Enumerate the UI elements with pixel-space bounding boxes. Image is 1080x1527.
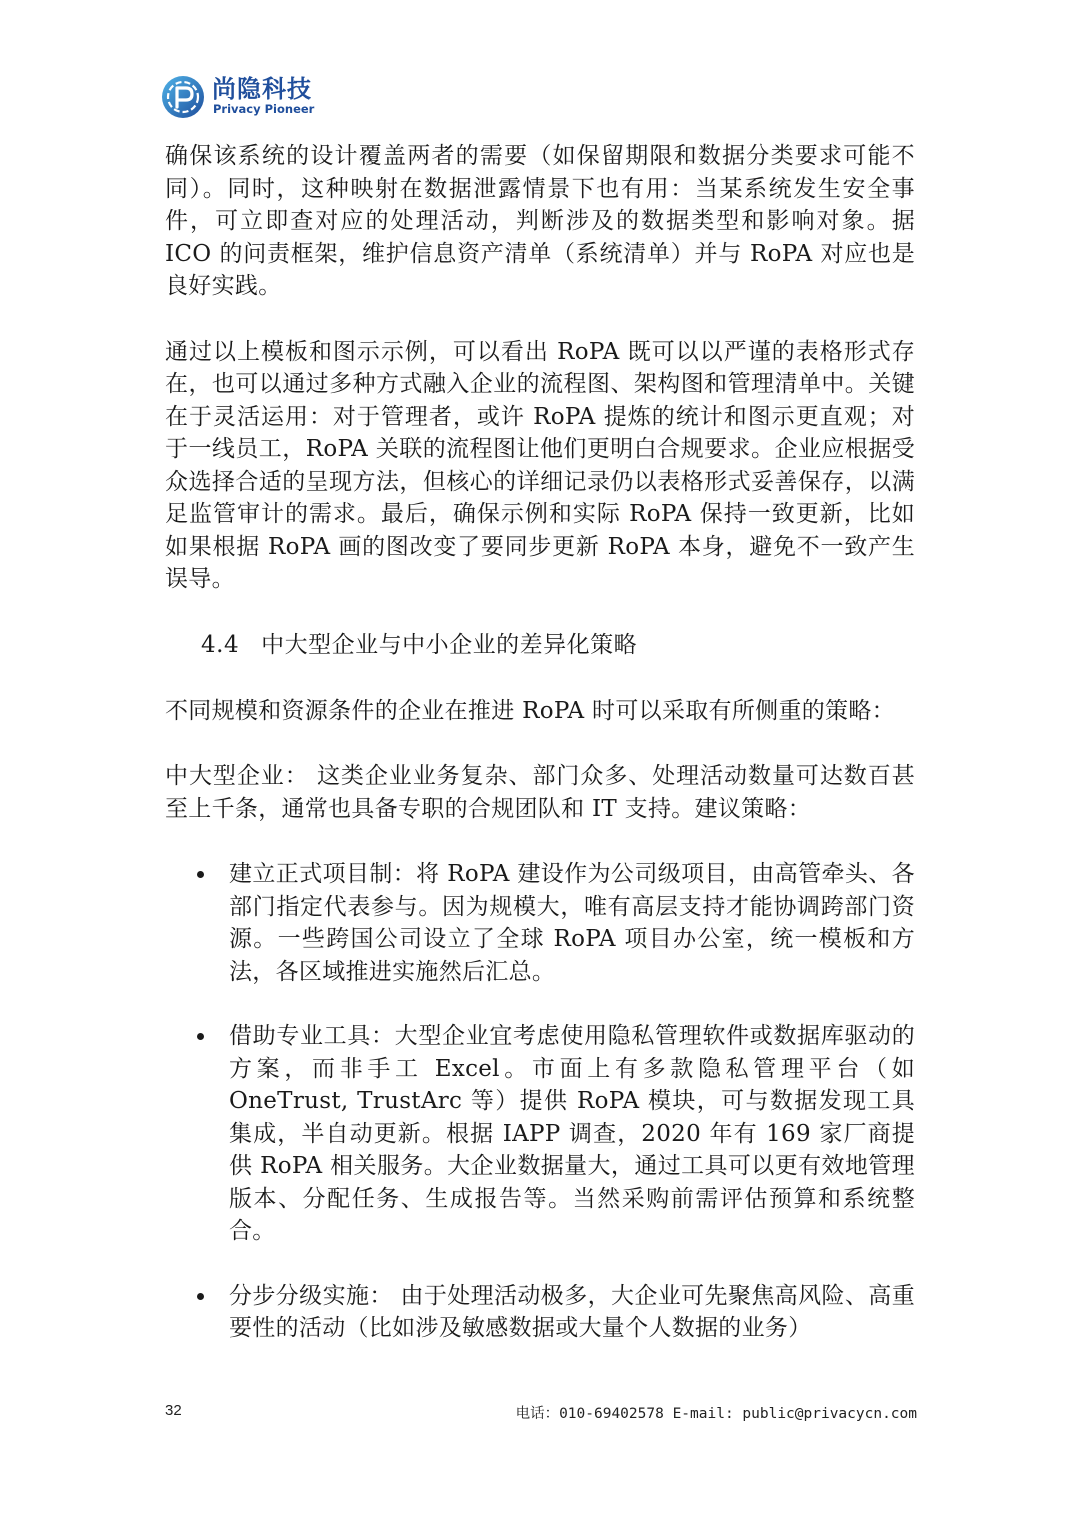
bullet-icon: [197, 1033, 204, 1040]
list-item-text: 建立正式项目制：将 RoPA 建设作为公司级项目，由高管牵头、各部门指定代表参与。因为规模大，唯有高层支持才能协调跨部门资源。一些跨国公司设立了全球 RoPA 项目办公室，统一模板和方法，各区域推进实施然后汇总。: [229, 861, 915, 985]
privacy-pioneer-logo-icon: [160, 74, 206, 120]
page-footer: [165, 1402, 917, 1426]
list-item-text: 借助专业工具：大型企业宜考虑使用隐私管理软件或数据库驱动的方案，而非手工 Excel。市面上有多款隐私管理平台（如 OneTrust, TrustArc 等）提供 RoPA 模块，可与数据发现工具集成，半自动更新。根据 IAPP 调查，2020 年有 169 家厂商提供 RoPA 相关服务。大企业数据量大，通过工具可以更有效地管理版本、分配任务、生成报告等。当然采购前需评估预算和系统整合。: [229, 1023, 915, 1244]
section-title: 中大型企业与中小企业的差异化策略: [261, 631, 638, 658]
paragraph: 中大型企业： 这类企业业务复杂、部门众多、处理活动数量可达数百甚至上千条，通常也具备专职的合规团队和 IT 支持。建议策略：: [165, 763, 915, 822]
bullet-list: [165, 858, 915, 1345]
page-content: [165, 140, 915, 1377]
paragraph: 确保该系统的设计覆盖两者的需要（如保留期限和数据分类要求可能不同）。同时，这种映射在数据泄露情景下也有用：当某系统发生安全事件，可立即查对应的处理活动，判断涉及的数据类型和影响对象。据 ICO 的问责框架，维护信息资产清单（系统清单）并与 RoPA 对应也是良好实践。: [165, 143, 915, 299]
list-item: [165, 1020, 915, 1248]
bullet-icon: [197, 1293, 204, 1300]
paragraph: 通过以上模板和图示示例，可以看出 RoPA 既可以以严谨的表格形式存在，也可以通过多种方式融入企业的流程图、架构图和管理清单中。关键在于灵活运用：对于管理者，或许 RoPA 提炼的统计和图示更直观；对于一线员工，RoPA 关联的流程图让他们更明白合规要求。企业应根据受众选择合适的呈现方法，但核心的详细记录仍以表格形式妥善保存，以满足监管审计的需求。最后，确保示例和实际 RoPA 保持一致更新，比如如果根据 RoPA 画的图改变了要同步更新 RoPA 本身，避免不一致产生误导。: [165, 338, 915, 592]
bullet-icon: [197, 871, 204, 878]
company-logo: [160, 74, 340, 124]
page-number: 32: [165, 1402, 182, 1419]
list-item: [165, 1280, 915, 1345]
logo-text-english: Privacy Pioneer: [213, 102, 315, 116]
section-heading: [165, 629, 915, 661]
list-item-text: 分步分级实施： 由于处理活动极多，大企业可先聚焦高风险、高重要性的活动（比如涉及敏感数据或大量个人数据的业务）: [229, 1282, 915, 1341]
contact-info: 电话：010-69402578 E-mail: public@privacycn.com: [515, 1406, 917, 1422]
section-number: 4.4: [201, 631, 240, 658]
paragraph: 不同规模和资源条件的企业在推进 RoPA 时可以采取有所侧重的策略：: [165, 697, 895, 724]
list-item: [165, 858, 915, 988]
logo-text-chinese: 尚隐科技: [212, 75, 312, 103]
